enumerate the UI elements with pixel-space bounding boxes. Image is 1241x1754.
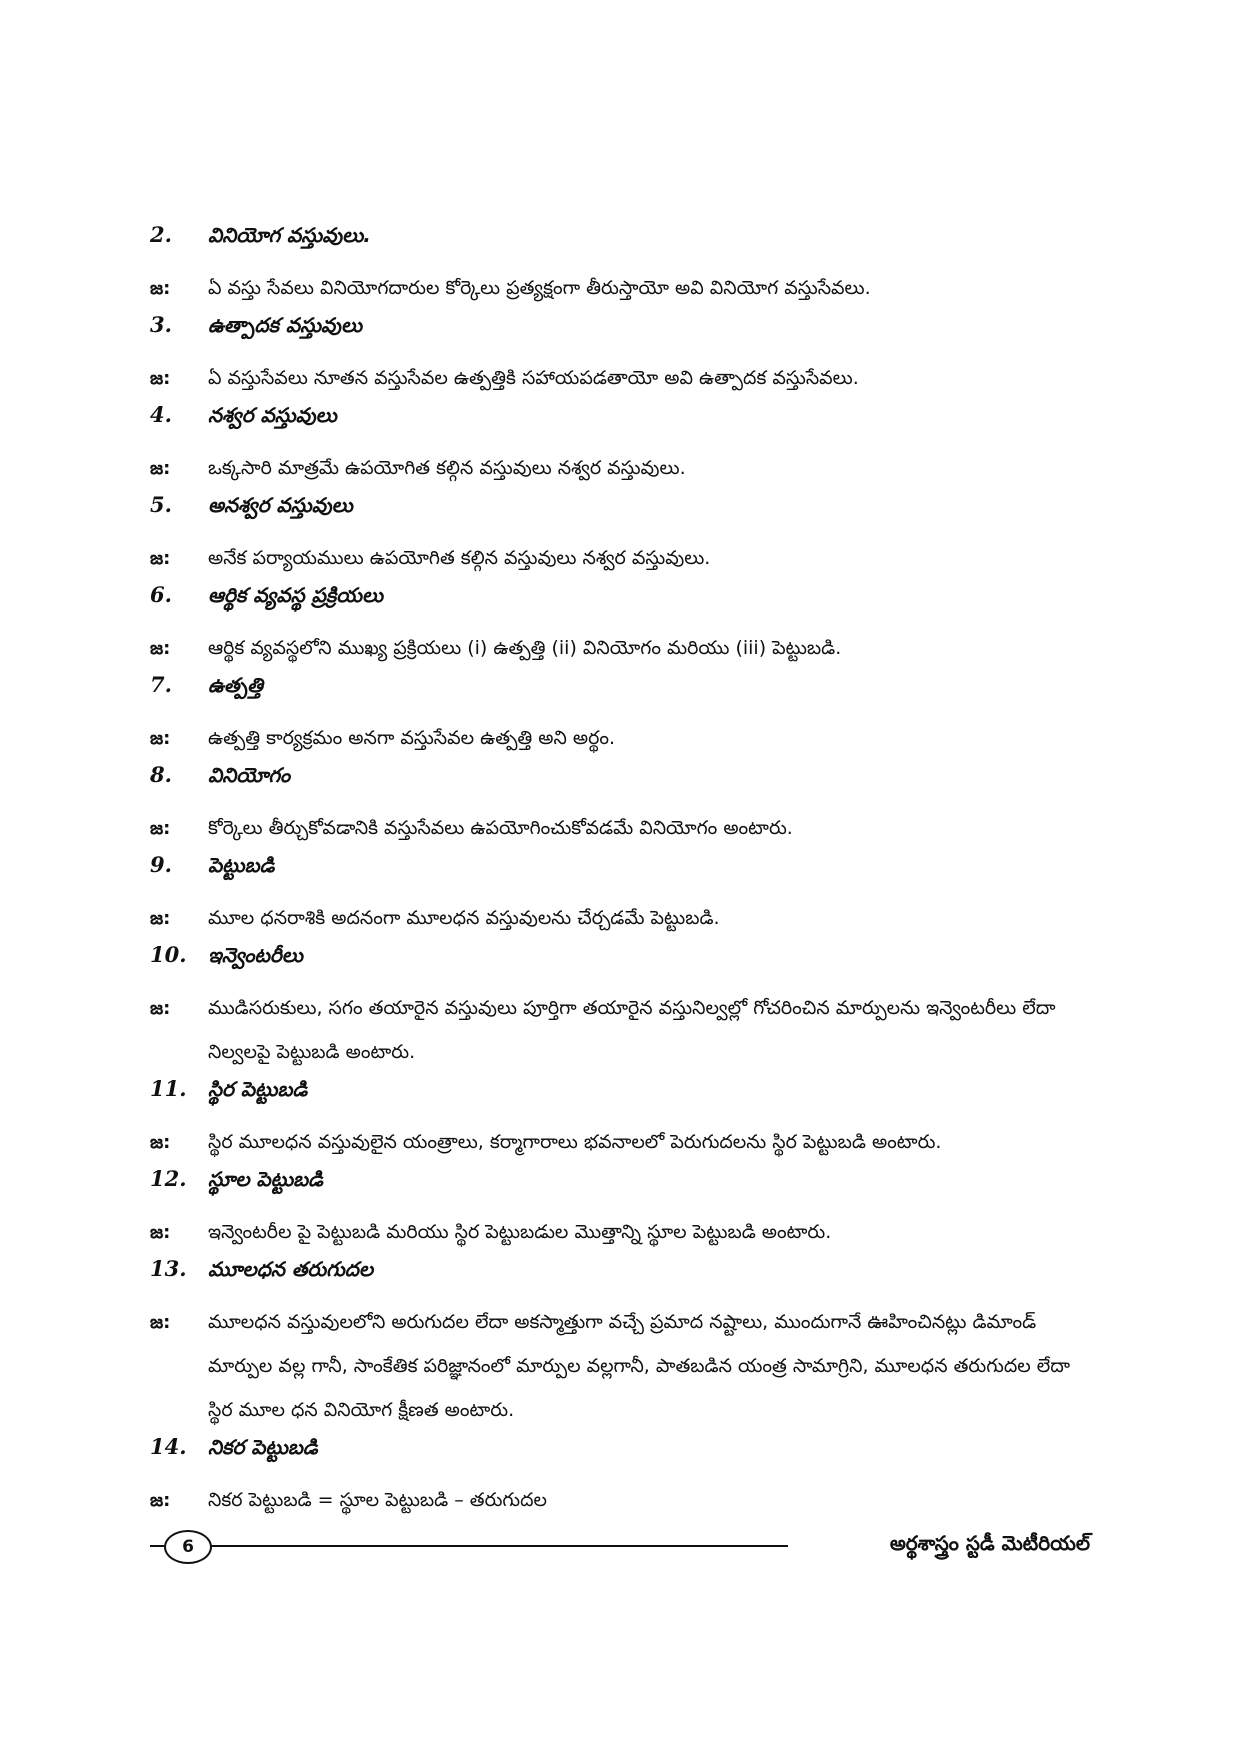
entry	[150, 852, 1090, 940]
answer-text: ఆర్థిక వ్యవస్థలోని ముఖ్య ప్రక్రియలు (i) ఉత్పత్తి (ii) వినియోగం మరియు (iii) పెట్టుబడి.	[208, 637, 842, 659]
answer-text: అనేక పర్యాయములు ఉపయోగిత కల్గిన వస్తువులు నశ్వర వస్తువులు.	[208, 547, 711, 569]
question-row	[150, 1256, 1090, 1300]
answer-label: జ:	[150, 1490, 171, 1511]
answer-label: జ:	[150, 728, 171, 749]
answer-row	[150, 986, 1090, 1074]
answer-label: జ:	[150, 548, 171, 569]
entry	[150, 1434, 1090, 1522]
question-row	[150, 762, 1090, 806]
answer-label: జ:	[150, 458, 171, 479]
answer-text: కోర్కెలు తీర్చుకోవడానికి వస్తుసేవలు ఉపయోగించుకోవడమే వినియోగం అంటారు.	[208, 817, 793, 839]
book-title: అర్థశాస్త్రం స్టడీ మెటీరియల్	[889, 1531, 1090, 1555]
entry-term: స్థిర పెట్టుబడి	[208, 1077, 308, 1101]
entry	[150, 492, 1090, 580]
question-row	[150, 582, 1090, 626]
answer-text: ఒక్కసారి మాత్రమే ఉపయోగిత కల్గిన వస్తువులు నశ్వర వస్తువులు.	[208, 457, 686, 479]
answer-row	[150, 716, 1090, 760]
entry-number: 11.	[150, 1076, 187, 1101]
entry-number: 14.	[150, 1434, 187, 1459]
answer-row	[150, 356, 1090, 400]
answer-text: ఏ వస్తు సేవలు వినియోగదారుల కోర్కెలు ప్రత్యక్షంగా తీరుస్తాయో అవి వినియోగ వస్తుసేవలు.	[208, 277, 871, 299]
entry-term: ఉత్పాదక వస్తువులు	[208, 313, 363, 337]
entry-term: ఉత్పత్తి	[208, 673, 263, 697]
entry-number: 13.	[150, 1256, 187, 1281]
answer-row	[150, 896, 1090, 940]
entry-number: 9.	[150, 852, 172, 877]
answer-row	[150, 806, 1090, 850]
entry-term: వినియోగ వస్తువులు.	[208, 223, 371, 247]
entry-number: 8.	[150, 762, 172, 787]
document-body	[150, 222, 1090, 1524]
answer-text: నికర పెట్టుబడి = స్థూల పెట్టుబడి – తరుగుదల	[208, 1489, 547, 1511]
page-number: 6	[164, 1530, 212, 1564]
entry-term: నికర పెట్టుబడి	[208, 1435, 318, 1459]
entry	[150, 1256, 1090, 1432]
answer-row	[150, 536, 1090, 580]
question-row	[150, 312, 1090, 356]
entry-number: 2.	[150, 222, 172, 247]
entry	[150, 942, 1090, 1074]
answer-label: జ:	[150, 818, 171, 839]
entry-number: 6.	[150, 582, 172, 607]
entry-number: 12.	[150, 1166, 187, 1191]
entry	[150, 312, 1090, 400]
entry-term: స్థూల పెట్టుబడి	[208, 1167, 323, 1191]
answer-label: జ:	[150, 998, 171, 1019]
question-row	[150, 1076, 1090, 1120]
entry-term: ఆర్థిక వ్యవస్థ ప్రక్రియలు	[208, 583, 384, 607]
answer-label: జ:	[150, 1132, 171, 1153]
answer-text: స్థిర మూలధన వస్తువులైన యంత్రాలు, కర్మాగారాలు భవనాలలో పెరుగుదలను స్థిర పెట్టుబడి అంటారు.	[208, 1131, 942, 1153]
entry-number: 7.	[150, 672, 172, 697]
entry-term: ఇన్వెంటరీలు	[208, 943, 303, 967]
answer-text: ఇన్వెంటరీల పై పెట్టుబడి మరియు స్థిర పెట్టుబడుల మొత్తాన్ని స్థూల పెట్టుబడి అంటారు.	[208, 1221, 832, 1243]
entry-number: 5.	[150, 492, 172, 517]
footer-rule-left	[150, 1545, 164, 1547]
question-row	[150, 402, 1090, 446]
answer-row	[150, 1478, 1090, 1522]
answer-text: ఏ వస్తుసేవలు నూతన వస్తుసేవల ఉత్పత్తికి సహాయపడతాయో అవి ఉత్పాదక వస్తుసేవలు.	[208, 367, 859, 389]
entry-term: పెట్టుబడి	[208, 853, 275, 877]
answer-row	[150, 1210, 1090, 1254]
answer-label: జ:	[150, 368, 171, 389]
entry	[150, 1076, 1090, 1164]
answer-row	[150, 626, 1090, 670]
question-row	[150, 852, 1090, 896]
question-row	[150, 1166, 1090, 1210]
entry-number: 4.	[150, 402, 172, 427]
entry	[150, 402, 1090, 490]
entry-term: వినియోగం	[208, 763, 291, 787]
question-row	[150, 492, 1090, 536]
entry	[150, 222, 1090, 310]
answer-label: జ:	[150, 1312, 171, 1333]
entry	[150, 1166, 1090, 1254]
answer-label: జ:	[150, 638, 171, 659]
answer-label: జ:	[150, 278, 171, 299]
answer-row	[150, 1120, 1090, 1164]
entry-number: 3.	[150, 312, 172, 337]
page-footer	[150, 1528, 1090, 1564]
question-row	[150, 222, 1090, 266]
answer-row	[150, 446, 1090, 490]
question-row	[150, 942, 1090, 986]
answer-label: జ:	[150, 1222, 171, 1243]
answer-text: మూలధన వస్తువులలోని అరుగుదల లేదా అకస్మాత్తుగా వచ్చే ప్రమాద నష్టాలు, ముందుగానే ఊహించినట్లు డిమాండ్ మార్పుల వల్ల గానీ, సాంకేతిక పరిజ్ఞానంలో మార్పుల వల్లగానీ, పాతబడిన యంత్ర సామాగ్రిని, మూలధన తరుగుదల లేదా స్థిర మూల ధన వినియోగ క్షీణత అంటారు.	[208, 1311, 1071, 1421]
answer-label: జ:	[150, 908, 171, 929]
question-row	[150, 672, 1090, 716]
entry-term: నశ్వర వస్తువులు	[208, 403, 337, 427]
entry-term: అనశ్వర వస్తువులు	[208, 493, 353, 517]
answer-text: మూల ధనరాశికి అదనంగా మూలధన వస్తువులను చేర్చడమే పెట్టుబడి.	[208, 907, 720, 929]
answer-text: ఉత్పత్తి కార్యక్రమం అనగా వస్తుసేవల ఉత్పత్తి అని అర్థం.	[208, 727, 616, 749]
answer-text: ముడిసరుకులు, సగం తయారైన వస్తువులు పూర్తిగా తయారైన వస్తునిల్వల్లో గోచరించిన మార్పులను ఇన్వెంటరీలు లేదా నిల్వలపై పెట్టుబడి అంటారు.	[208, 997, 1056, 1063]
answer-row	[150, 266, 1090, 310]
question-row	[150, 1434, 1090, 1478]
entry	[150, 582, 1090, 670]
entry	[150, 672, 1090, 760]
entry	[150, 762, 1090, 850]
entry-number: 10.	[150, 942, 187, 967]
footer-rule	[208, 1545, 788, 1547]
answer-row	[150, 1300, 1090, 1432]
entry-term: మూలధన తరుగుదల	[208, 1257, 374, 1281]
